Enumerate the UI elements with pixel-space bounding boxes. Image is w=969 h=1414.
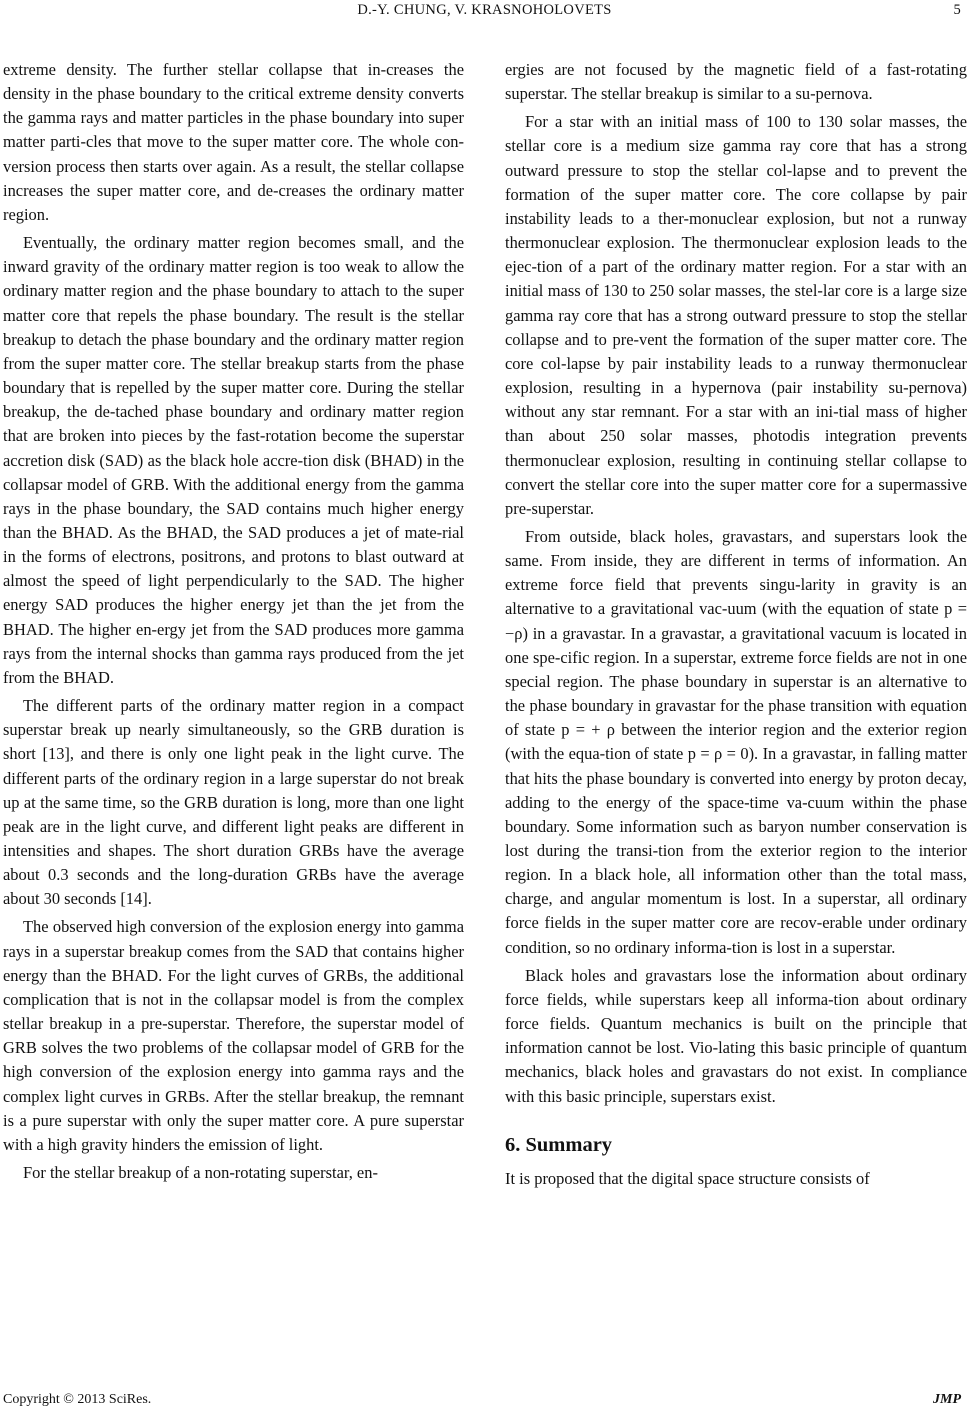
paragraph-summary-start: It is proposed that the digital space structure consists of [505,1168,870,1188]
paragraph: extreme density. The further stellar collapse that in-creases the density in the phase boundary to the critical extreme density converts the gamma rays and matter particles in the phase boundary into super matter parti-cles that move to the super matter core. The whole con-version process then starts over again. As a result, the stellar collapse increases the super matter core, and de-creases the ordinary matter region. [3,60,464,224]
paragraph: ergies are not focused by the magnetic field of a fast-rotating superstar. The stellar breakup is similar to a su-pernova. [505,60,967,104]
paragraph: Eventually, the ordinary matter region becomes small, and the inward gravity of the ordinary matter region is too weak to allow the ordinary matter region and the phase boundary to attach to the super matter core that repels the phase boundary. The result is the stellar breakup to detach the phase boundary and the ordinary matter region from the super matter core. The stellar breakup starts from the phase boundary that is repelled by the super matter core. During the stellar breakup, the de-tached phase boundary and ordinary matter region that are broken into pieces by the fast-rotation become the superstar accretion disk (SAD) as the black hole accre-tion disk (BHAD) in the collapsar model of GRB. With the additional energy from the gamma rays in the phase boundary, the SAD contains much higher energy than the BHAD. As the BHAD, the SAD produces a jet of mate-rial in the forms of electrons, positrons, and protons to blast outward at almost the speed of light perpendicularly to the SAD. The higher energy SAD produces the higher energy jet than the jet from the BHAD. The higher en-ergy jet from the SAD produces more gamma rays from the internal shocks than gamma rays produced from the jet from the BHAD. [3,233,464,687]
left-column [3,58,464,1185]
paragraph: From outside, black holes, gravastars, and superstars look the same. From inside, they are different in terms of information. An extreme force field that prevents singu-larity in gravity is an alternative to a gravitational vac-uum (with the equation of state p = −ρ) in a gravastar. In a gravastar, a gravitational vacuum is located in one spe-cific region. In a superstar, extreme force fields are not in one special region. The phase boundary in superstar is an alternative to the phase boundary in gravastar for the phase transition with equation of state p = + ρ between the interior region and the exterior region (with the equa-tion of state p = ρ = 0). In a gravastar, in falling matter that hits the phase boundary is converted into energy by proton decay, adding to the energy of the space-time va-cuum within the phase boundary. Some information such as baryon number conservation is lost during the transi-tion from the exterior region to the interior region. In a black hole, all information other than the total mass, charge, and angular momentum is lost. In a superstar, all ordinary force fields in the super matter core are recov-erable under ordinary condition, so no ordinary informa-tion is lost in a superstar. [505,526,967,957]
paragraph: For a star with an initial mass of 100 to 130 solar masses, the stellar core is a medium size gamma ray core that has a strong outward pressure to stop the stellar col-lapse and to prevent the formation of the super matter core. The core collapse by pair instability leads to a ther-monuclear explosion, but not a runway thermonuclear explosion. The thermonuclear explosion leads to the ejec-tion of a part of the ordinary matter region. For a star with an initial mass of 130 to 250 solar masses, the stel-lar core is a large size gamma ray core that has a strong outward pressure to stop the stellar collapse and to pre-vent the formation of the super matter core. The core col-lapse by pair instability leads to a runway thermonuclear explosion, resulting in a hypernova (pair instability su-pernova) without any star remnant. For a star with an ini-tial mass of higher than about 250 solar masses, photodis integration prevents thermonuclear explosion, resulting in continuing stellar collapse to convert the stellar core into the super matter core for a supermassive pre-superstar. [505,112,967,518]
journal-abbreviation: JMP [933,1392,961,1407]
paragraph: The different parts of the ordinary matter region in a compact superstar break up nearly simultaneously, so the GRB duration is short [13], and there is only one light peak in the light curve. The different parts of the ordinary region in a large superstar do not break up at the same time, so the GRB duration is long, more than one light peak are in the light curve, and different light peaks are different in intensities and shapes. The short duration GRBs have the average about 0.3 seconds and the long-duration GRBs have the average about 30 seconds [14]. [3,696,464,909]
page-number: 5 [953,2,961,18]
section-heading-summary: 6. Summary [505,1133,613,1156]
paragraph: Black holes and gravastars lose the information about ordinary force fields, while superstars keep all informa-tion about ordinary force fields. Quantum mechanics is built on the principle that information cannot be lost. Vio-lating this basic principle of quantum mechanics, black holes and gravastars do not exist. In compliance with this basic principle, superstars exist. [505,965,967,1106]
right-column [505,58,967,1191]
paragraph: For the stellar breakup of a non-rotating superstar, en- [23,1163,378,1183]
paragraph: The observed high conversion of the explosion energy into gamma rays in a superstar breakup comes from the SAD that contains higher energy than the BHAD. For the light curves of GRBs, the additional complication that is not in the collapsar model is from the complex stellar breakup in a pre-superstar. Therefore, the superstar model of GRB solves the two problems of the collapsar model of GRB for the high conversion of the explosion energy into gamma rays and the complex light curves in GRBs. After the stellar breakup, the remnant is a pure superstar with only the super matter core. A pure superstar with a high gravity hinders the emission of light. [3,917,464,1154]
copyright-notice: Copyright © 2013 SciRes. [3,1392,152,1407]
running-head [0,2,969,22]
running-title: D.-Y. CHUNG, V. KRASNOHOLOVETS [357,2,612,18]
page-footer [0,1392,969,1412]
